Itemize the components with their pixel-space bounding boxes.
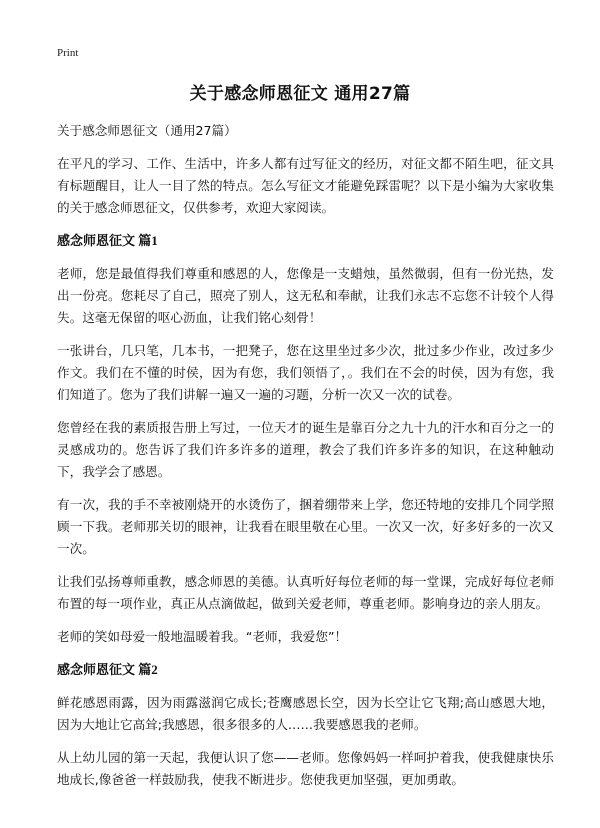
paragraph: 老师，您是最值得我们尊重和感恩的人，您像是一支蜡烛，虽然微弱，但有一份光热，发出一份亮。您耗尽了自己，照亮了别人，这无私和奉献，让我们永志不忘您不计较个人得失。这毫无保留的呕心沥血，让我们铭心刻骨！ <box>57 266 554 325</box>
section-heading-number: 篇1 <box>135 233 158 248</box>
paragraph: 让我们弘扬尊师重教，感念师恩的美德。认真听好每位老师的每一堂课，完成好每位老师布置的每一项作业，真正从点滴做起，做到关爱老师，尊重老师。影响身边的亲人朋友。 <box>57 574 554 611</box>
section-heading-text: 感念师恩征文 <box>57 663 136 678</box>
document-subtitle: 关于感念师恩征文（通用27篇） <box>57 123 237 138</box>
paragraph: 鲜花感恩雨露，因为雨露滋润它成长;苍鹰感恩长空，因为长空让它飞翔;高山感恩大地，因为大地让它高耸;我感恩，很多很多的人……我要感恩我的老师。 <box>57 695 554 732</box>
paragraph: 一张讲台，几只笔，几本书，一把凳子，您在这里坐过多少次，批过多少作业，改过多少作文。我们在不懂的时侯，因为有您，我们领悟了，。我们在不会的时侯，因为有您，我们知道了。您为了我们讲解一遍又一遍的习题，分析一次又一次的试卷。 <box>57 343 554 402</box>
section-heading-1 <box>57 230 554 253</box>
document-body <box>57 120 554 802</box>
paragraph: 您曾经在我的素质报告册上写过，一位天才的诞生是靠百分之九十九的汗水和百分之一的灵感成功的。您告诉了我们许多许多的道理，教会了我们许多许多的知识，在这种触动下，我学会了感恩。 <box>57 420 554 479</box>
document-title: 关于感念师恩征文 通用27篇 <box>189 84 411 104</box>
intro-paragraph: 在平凡的学习、工作、生活中，许多人都有过写征文的经历，对征文都不陌生吧，征文具有标题醒目，让人一目了然的特点。怎么写征文才能避免踩雷呢？以下是小编为大家收集的关于感念师恩征文，仅供参考，欢迎大家阅读。 <box>57 156 554 215</box>
paragraph: 从上幼儿园的第一天起，我便认识了您——老师。您像妈妈一样呵护着我，使我健康快乐地成长,像爸爸一样鼓励我，使我不断进步。您使我更加坚强，更加勇敢。 <box>57 750 554 787</box>
section-heading-number: 篇2 <box>135 662 158 677</box>
paragraph: 有一次，我的手不幸被刚烧开的水烫伤了，捆着绷带来上学，您还特地的安排几个同学照顾一下我。老师那关切的眼神，让我看在眼里敬在心里。一次又一次，好多好多的一次又一次。 <box>57 497 554 556</box>
section-heading-text: 感念师恩征文 <box>57 234 136 249</box>
print-label: Print <box>57 47 79 59</box>
paragraph: 老师的笑如母爱一般地温暖着我。“老师，我爱您”！ <box>57 629 348 644</box>
section-heading-2 <box>57 659 554 682</box>
